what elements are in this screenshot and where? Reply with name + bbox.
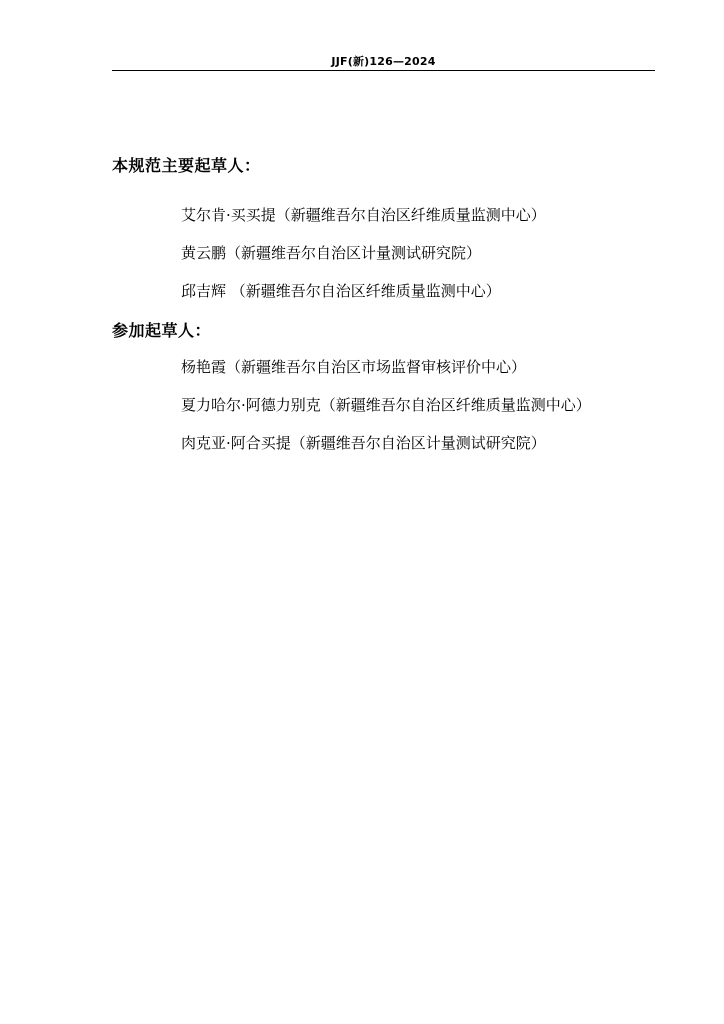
participating-drafter-entry: 杨艳霞（新疆维吾尔自治区市场监督审核评价中心） [181,358,527,376]
participating-drafters-heading: 参加起草人： [112,321,212,340]
participating-drafter-entry: 肉克亚·阿合买提（新疆维吾尔自治区计量测试研究院） [181,434,546,452]
main-drafter-entry: 艾尔肯·买买提（新疆维吾尔自治区纤维质量监测中心） [181,206,546,224]
participating-drafter-entry: 夏力哈尔·阿德力别克（新疆维吾尔自治区纤维质量监测中心） [181,396,591,414]
page-header [112,50,655,71]
main-drafters-heading: 本规范主要起草人： [112,156,261,175]
main-drafter-entry: 邱吉辉 （新疆维吾尔自治区纤维质量监测中心） [181,282,501,300]
main-drafter-entry: 黄云鹏（新疆维吾尔自治区计量测试研究院） [181,244,482,262]
document-code: JJF(新)126—2024 [331,55,436,68]
